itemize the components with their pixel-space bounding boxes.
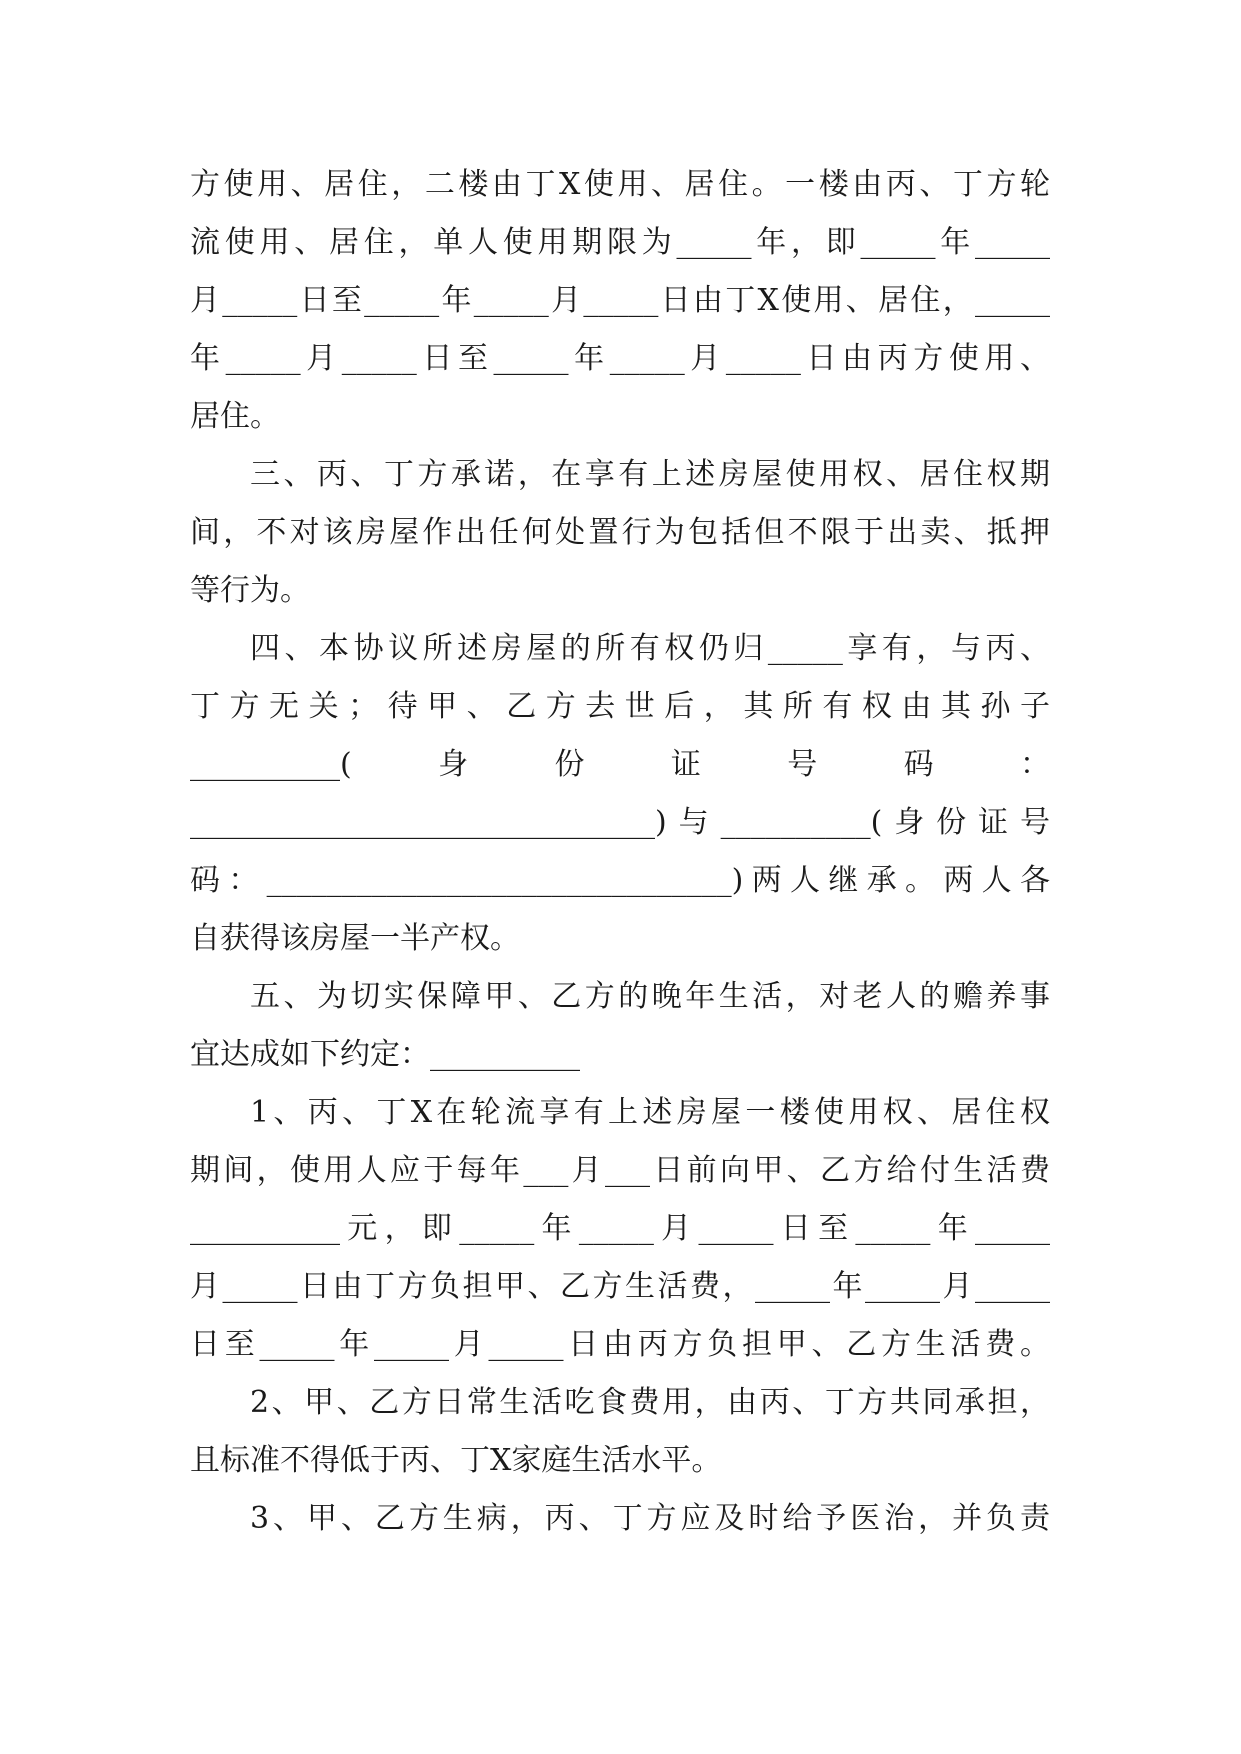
paragraph-first-line: 3、甲、乙方生病，丙、丁方应及时给予医治，并负责 [250,1501,1050,1536]
text-line: 期间，使用人应于每年___月___日前向甲、乙方给付生活费 [190,1153,1050,1188]
text-line: 自获得该房屋一半产权。 [190,921,520,956]
text-line: 年_____月_____日至_____年_____月_____日由丙方使用、 [190,341,1050,376]
text-line: 码：_______________________________)两人继承。两人各 [190,863,1050,898]
paragraph-first-line: 1、丙、丁X在轮流享有上述房屋一楼使用权、居住权 [250,1095,1050,1130]
text-line: 月_____日由丁方负担甲、乙方生活费，_____年_____月_____ [190,1269,1050,1304]
text-line: __________元，即_____年_____月_____日至_____年_____ [190,1211,1050,1246]
text-line: __________(身份证号码： [190,747,1050,782]
text-line: 等行为。 [190,573,310,608]
text-line: 方使用、居住，二楼由丁X使用、居住。一楼由丙、丁方轮 [190,167,1050,202]
paragraph-first-line: 三、丙、丁方承诺，在享有上述房屋使用权、居住权期 [250,457,1050,492]
text-line: 月_____日至_____年_____月_____日由丁X使用、居住，_____ [190,283,1050,318]
text-line: 居住。 [190,399,280,434]
text-line: 间，不对该房屋作出任何处置行为包括但不限于出卖、抵押 [190,515,1050,550]
paragraph-first-line: 2、甲、乙方日常生活吃食费用，由丙、丁方共同承担， [250,1385,1050,1420]
paragraph-first-line: 五、为切实保障甲、乙方的晚年生活，对老人的赡养事 [250,979,1050,1014]
text-line: 且标准不得低于丙、丁X家庭生活水平。 [190,1443,722,1478]
text-line: _______________________________)与__________(身份证号 [190,805,1050,840]
text-line: 宜达成如下约定：__________ [190,1037,580,1072]
text-line: 丁方无关；待甲、乙方去世后，其所有权由其孙子 [190,689,1050,724]
paragraph-first-line: 四、本协议所述房屋的所有权仍归_____享有，与丙、 [250,631,1050,666]
text-line: 流使用、居住，单人使用期限为_____年，即_____年_____ [190,225,1050,260]
text-line: 日至_____年_____月_____日由丙方负担甲、乙方生活费。 [190,1327,1050,1362]
